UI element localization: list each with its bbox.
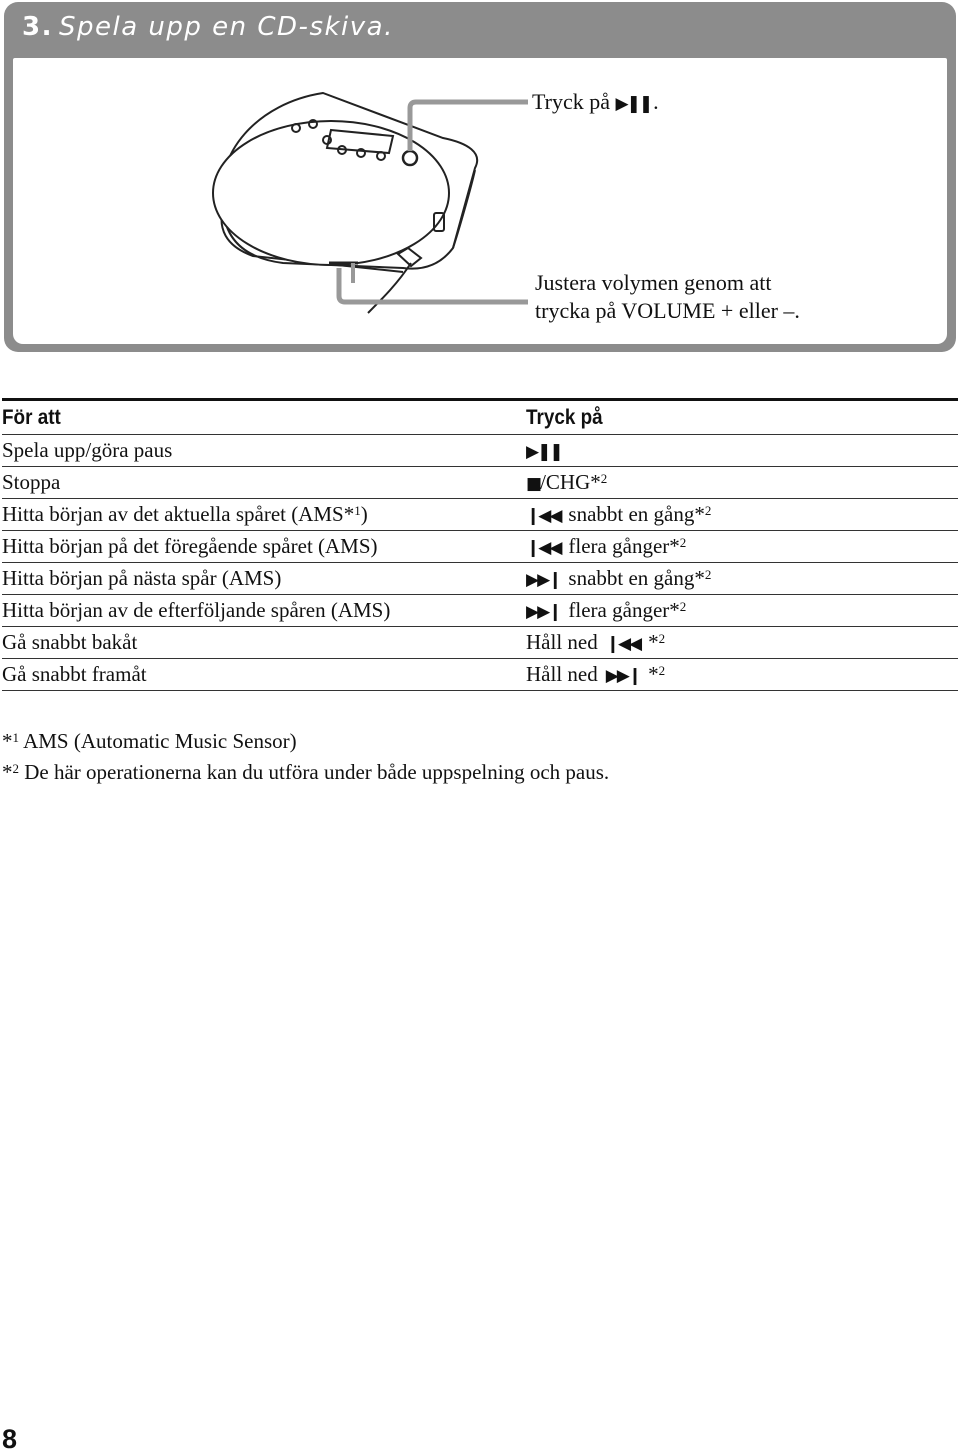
- row-press-prefix: Håll ned: [526, 630, 598, 654]
- table-row: [2, 531, 958, 563]
- volume-callout-line1: Justera volymen genom att: [535, 270, 772, 295]
- row-press-text: /CHG*: [540, 470, 601, 494]
- row-press: [526, 499, 958, 531]
- row-action-text: Hitta början av de efterföljande spåren (AMS): [2, 598, 391, 622]
- row-action: [2, 659, 526, 691]
- operations-table: [2, 398, 958, 691]
- footnote-mark: *: [2, 729, 13, 753]
- row-action-text: Stoppa: [2, 470, 61, 494]
- table-row: [2, 467, 958, 499]
- row-action-text: Spela upp/göra paus: [2, 438, 173, 462]
- volume-callout: [535, 269, 800, 325]
- previous-track-icon: ❙◀◀: [526, 506, 561, 526]
- row-press-note: 2: [704, 567, 712, 582]
- footnote-num: 2: [12, 761, 19, 776]
- row-press: [526, 659, 958, 691]
- footnote-2: [2, 755, 609, 786]
- header-action: För att: [2, 400, 474, 435]
- next-track-icon: ▶▶❙: [605, 666, 641, 686]
- row-press-text: snabbt en gång*: [568, 566, 705, 590]
- cd-player-illustration: [13, 58, 947, 344]
- play-callout-suffix: .: [653, 89, 659, 114]
- row-press-text: snabbt en gång*: [568, 502, 705, 526]
- row-action: [2, 435, 526, 467]
- table-row: [2, 659, 958, 691]
- table-header-row: [2, 400, 958, 435]
- footnotes: [2, 724, 609, 786]
- table-row: [2, 435, 958, 467]
- row-press-text: flera gånger*: [568, 534, 680, 558]
- section-number: 3.: [22, 12, 53, 42]
- row-action: [2, 531, 526, 563]
- next-track-icon: ▶▶❙: [526, 570, 561, 590]
- row-action-note: 1: [354, 503, 361, 518]
- section-title: [22, 12, 394, 42]
- footnote-num: 1: [12, 730, 19, 745]
- row-action: [2, 595, 526, 627]
- row-action: [2, 563, 526, 595]
- previous-track-icon: ❙◀◀: [526, 538, 561, 558]
- row-press-note: 2: [658, 663, 666, 678]
- table-row: [2, 499, 958, 531]
- footnote-text: AMS (Automatic Music Sensor): [23, 729, 297, 753]
- page-number: 8: [2, 1424, 18, 1454]
- volume-callout-line2: trycka på VOLUME + eller –.: [535, 298, 800, 323]
- row-press-note: 2: [679, 599, 687, 614]
- panel-header: [4, 2, 956, 58]
- row-press-text: *: [648, 662, 659, 686]
- row-press: [526, 627, 958, 659]
- footnote-1: [2, 724, 609, 755]
- row-action: [2, 627, 526, 659]
- row-action-text: Hitta början på det föregående spåret (AMS): [2, 534, 378, 558]
- play-pause-icon: ▶❚❚: [526, 442, 562, 462]
- row-action-text: Gå snabbt framåt: [2, 662, 147, 686]
- row-press: [526, 467, 958, 499]
- instruction-panel: [4, 2, 956, 352]
- row-action: [2, 499, 526, 531]
- table-row: [2, 563, 958, 595]
- footnote-text: De här operationerna kan du utföra under både uppspelning och paus.: [24, 760, 610, 784]
- row-action-text: Hitta början på nästa spår (AMS): [2, 566, 282, 590]
- row-press-note: 2: [600, 471, 608, 486]
- play-pause-icon: ▶❚❚: [615, 94, 652, 114]
- play-callout-text: Tryck på: [532, 89, 611, 114]
- next-track-icon: ▶▶❙: [526, 602, 561, 622]
- row-action-text: Hitta början av det aktuella spåret (AMS*: [2, 502, 355, 526]
- row-press-text: flera gånger*: [568, 598, 680, 622]
- play-callout: [532, 88, 659, 118]
- row-action-tail: ): [360, 502, 368, 526]
- row-press: [526, 563, 958, 595]
- illustration-area: [13, 58, 947, 344]
- footnote-mark: *: [2, 760, 13, 784]
- table-row: [2, 627, 958, 659]
- section-title-text: Spela upp en CD-skiva.: [58, 12, 394, 42]
- row-press-prefix: Håll ned: [526, 662, 598, 686]
- stop-icon: ■: [526, 474, 541, 494]
- header-press: Tryck på: [526, 400, 915, 435]
- row-action-text: Gå snabbt bakåt: [2, 630, 138, 654]
- row-press-text: *: [648, 630, 659, 654]
- row-press: [526, 435, 958, 467]
- previous-track-icon: ❙◀◀: [605, 634, 641, 654]
- row-press-note: 2: [679, 535, 687, 550]
- row-action: [2, 467, 526, 499]
- row-press-note: 2: [658, 631, 666, 646]
- row-press: [526, 531, 958, 563]
- table-row: [2, 595, 958, 627]
- row-press-note: 2: [704, 503, 712, 518]
- row-press: [526, 595, 958, 627]
